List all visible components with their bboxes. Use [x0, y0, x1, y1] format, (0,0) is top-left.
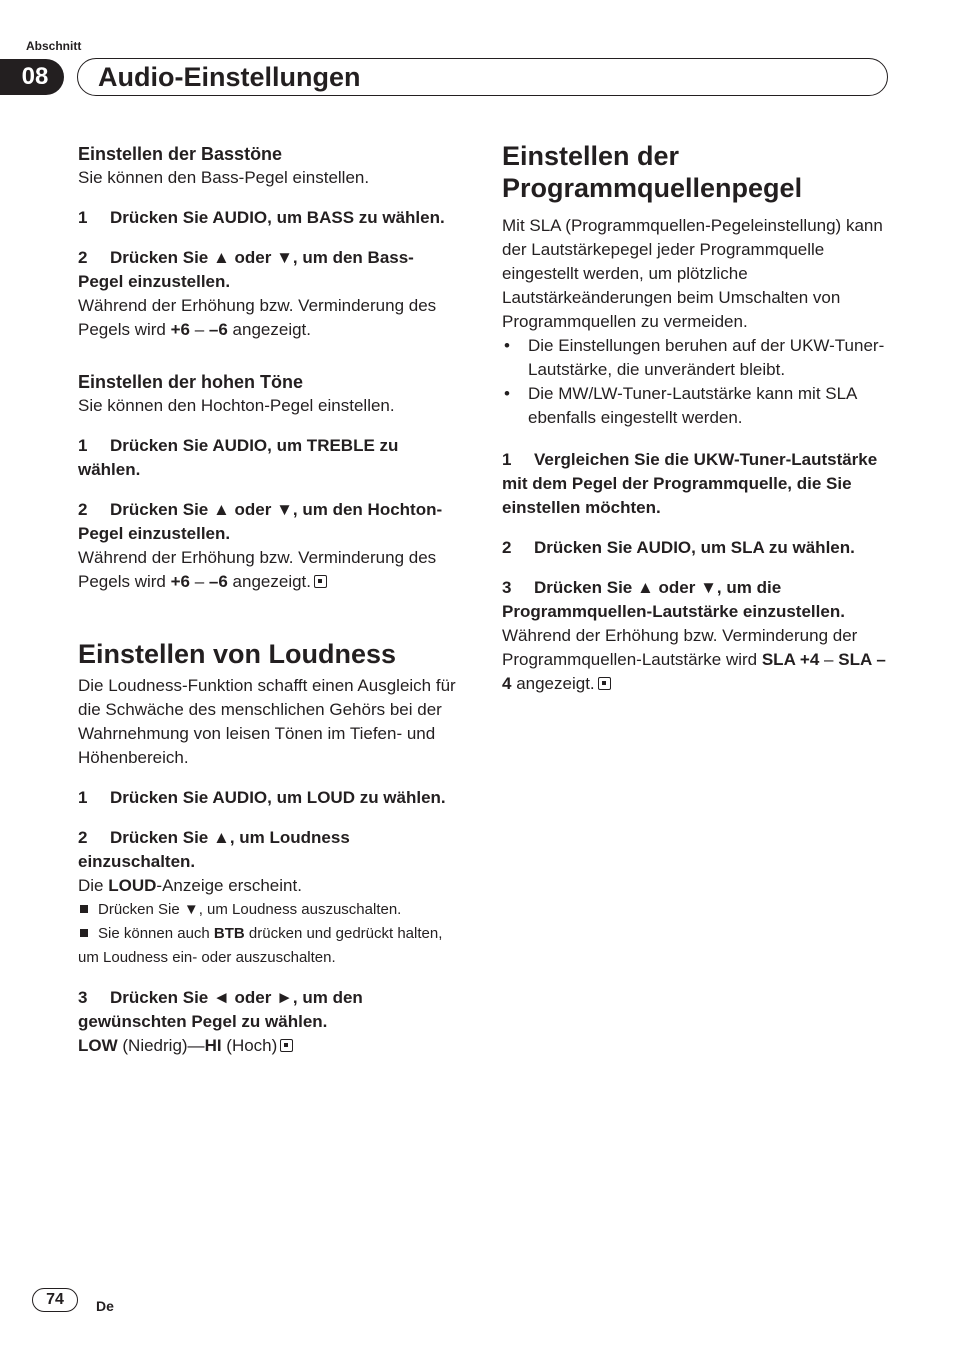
treble-heading: Einstellen der hohen Töne	[78, 372, 304, 392]
note-square-icon	[80, 905, 88, 913]
step-number: 1	[78, 208, 88, 227]
step-text: Drücken Sie ▲ oder ▼, um den Bass-Pegel einzustellen.	[78, 248, 414, 291]
loudness-note-2: Sie können auch BTB drücken und gedrückt halten, um Loudness ein- oder auszuschalten.	[78, 925, 443, 966]
sla-bullet-2: • Die MW/LW-Tuner-Lautstärke kann mit SLA ebenfalls eingestellt werden.	[502, 382, 890, 430]
sla-intro: Mit SLA (Programmquellen-Pegeleinstellung) kann der Lautstärkepegel jeder Programmquelle eingestellt werden, um plötzliche Lautstärkeänderungen beim Umschalten von Programmquellen zu vermeiden.	[502, 216, 883, 331]
section-title-box	[77, 58, 888, 96]
language-label: De	[96, 1298, 114, 1314]
end-mark-icon	[280, 1039, 293, 1052]
bass-step-2	[78, 246, 458, 294]
sla-bullet-1: • Die Einstellungen beruhen auf der UKW-Tuner-Lautstärke, die unverändert bleibt.	[502, 334, 890, 382]
sla-step-2: 2 Drücken Sie AUDIO, um SLA zu wählen.	[502, 538, 855, 557]
page-number-badge: 74	[32, 1288, 78, 1312]
end-mark-icon	[314, 575, 327, 588]
treble-step-2: 2 Drücken Sie ▲ oder ▼, um den Hochton-Pegel einzustellen.	[78, 500, 443, 543]
treble-step-2-text: Während der Erhöhung bzw. Verminderung des Pegels wird +6 – –6 angezeigt.	[78, 548, 437, 591]
loudness-step-2-text: Die LOUD-Anzeige erscheint.	[78, 876, 302, 895]
sla-step-1: 1 Vergleichen Sie die UKW-Tuner-Lautstärke mit dem Pegel der Programmquelle, die Sie einstellen möchten.	[502, 450, 878, 517]
treble-intro: Sie können den Hochton-Pegel einstellen.	[78, 396, 395, 415]
bass-heading: Einstellen der Basstöne	[78, 144, 283, 164]
step-number: 2	[78, 248, 88, 267]
bass-intro: Sie können den Bass-Pegel einstellen.	[78, 168, 370, 187]
end-mark-icon	[598, 677, 611, 690]
treble-step-1: 1 Drücken Sie AUDIO, um TREBLE zu wählen.	[78, 436, 399, 479]
sla-step-3-text: Während der Erhöhung bzw. Verminderung der Programmquellen-Lautstärke wird SLA +4 – SLA –4 angezeigt.	[502, 626, 886, 693]
loudness-step-1: 1 Drücken Sie AUDIO, um LOUD zu wählen.	[78, 788, 446, 807]
sla-step-3: 3 Drücken Sie ▲ oder ▼, um die Programmquellen-Lautstärke einzustellen.	[502, 578, 845, 621]
bass-step-1	[78, 206, 458, 230]
abschnitt-label: Abschnitt	[26, 39, 82, 53]
left-column	[78, 140, 458, 1058]
loudness-step-3-text: LOW (Niedrig)—HI (Hoch)	[78, 1034, 458, 1058]
bass-step-2-text: Während der Erhöhung bzw. Verminderung des Pegels wird +6 – –6 angezeigt.	[78, 296, 437, 339]
step-text: Drücken Sie AUDIO, um BASS zu wählen.	[110, 208, 445, 227]
section-title: Audio-Einstellungen	[98, 62, 361, 92]
loudness-heading: Einstellen von Loudness	[78, 639, 397, 669]
note-square-icon	[80, 929, 88, 937]
loudness-intro: Die Loudness-Funktion schafft einen Ausgleich für die Schwäche des menschlichen Gehörs bei der Wahrnehmung von leisen Tönen im Tiefen- und Höhenbereich.	[78, 676, 456, 767]
loudness-step-3: 3 Drücken Sie ◄ oder ►, um den gewünschten Pegel zu wählen.	[78, 988, 363, 1031]
loudness-step-2: 2 Drücken Sie ▲, um Loudness einzuschalten.	[78, 828, 350, 871]
sla-heading: Einstellen der Programmquellenpegel	[502, 141, 803, 203]
section-number-badge: 08	[0, 59, 64, 95]
loudness-note-1: Drücken Sie ▼, um Loudness auszuschalten.	[78, 898, 458, 922]
right-column	[502, 140, 890, 696]
